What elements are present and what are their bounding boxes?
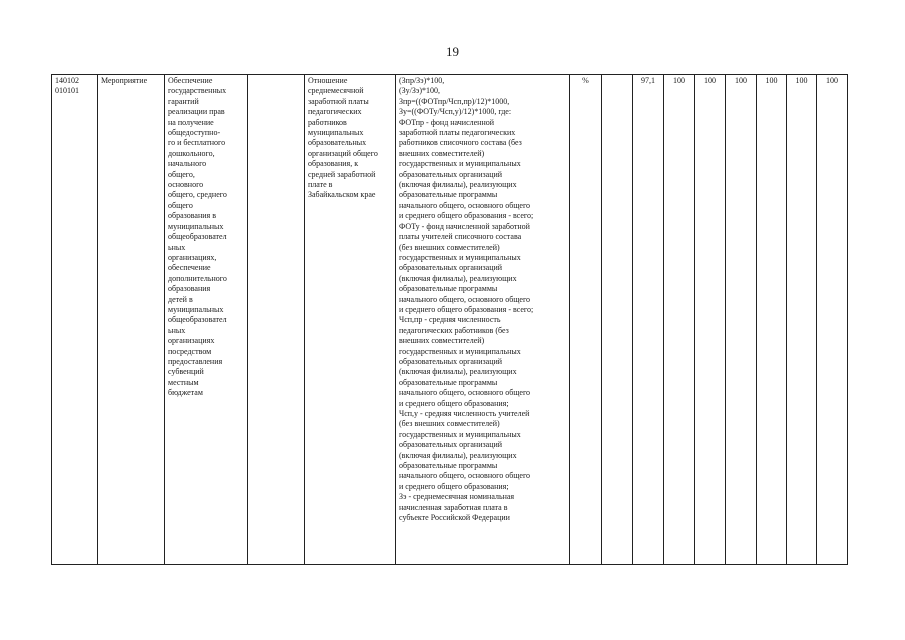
indicator-line: Забайкальском крае — [308, 190, 376, 200]
formula-line: образовательных организаций — [399, 440, 503, 450]
formula-line: и среднего общего образования - всего; — [399, 304, 534, 314]
formula-line: образовательные программы — [399, 461, 498, 471]
type-cell: Мероприятие — [98, 75, 165, 565]
indicator-line: плате в — [308, 180, 333, 190]
name-line: основного — [168, 180, 204, 190]
formula-line: (включая филиалы), реализующих — [399, 450, 517, 460]
formula-line: ФОТпр - фонд начисленной — [399, 117, 495, 127]
formula-line: образовательных организаций — [399, 263, 503, 273]
formula-line: начального общего, основного общего — [399, 200, 531, 210]
name-line: дополнительного — [168, 273, 227, 283]
name-line: дошкольного, — [168, 148, 215, 158]
unit-cell: % — [570, 75, 602, 565]
formula-line: государственных и муниципальных — [399, 159, 521, 169]
indicator-line: педагогических — [308, 107, 362, 117]
indicator-line: организаций общего — [308, 148, 378, 158]
formula-line: субъекте Российской Федерации — [399, 513, 510, 523]
name-line: гарантий — [168, 96, 199, 106]
name-line: общеобразовател — [168, 232, 227, 242]
formula-line: начального общего, основного общего — [399, 471, 531, 481]
value-cell: 100 — [664, 75, 695, 565]
code-line: 140102 — [55, 76, 79, 85]
name-line: муниципальных — [168, 221, 224, 231]
name-line: местным — [168, 377, 199, 387]
name-line: обеспечение — [168, 263, 211, 273]
formula-line: (включая филиалы), реализующих — [399, 180, 517, 190]
name-line: общедоступно- — [168, 128, 221, 138]
formula-line: работников списочного состава (без — [399, 138, 522, 148]
name-line: общего — [168, 200, 193, 210]
name-line: муниципальных — [168, 304, 224, 314]
formula-line: Чсп,у - средняя численность учителей — [399, 409, 530, 418]
indicator-line: заработной платы — [308, 96, 369, 106]
value-cell: 97,1 — [633, 75, 664, 565]
name-line: общего, — [168, 169, 195, 179]
value-cell: 100 — [757, 75, 787, 565]
value-cell: 100 — [817, 75, 848, 565]
name-line: субвенций — [168, 367, 204, 377]
formula-line: Зу=((ФОТу/Чсп,у)/12)*1000, где: — [399, 107, 512, 117]
name-line: образования — [168, 284, 211, 294]
indicator-line: муниципальных — [308, 128, 364, 138]
code-line: 010101 — [55, 86, 79, 96]
formula-line: Зэ - среднемесячная номинальная — [399, 492, 515, 502]
name-line: детей в — [168, 294, 193, 304]
formula-line: образовательных организаций — [399, 356, 503, 366]
formula-line: и среднего общего образования; — [399, 398, 509, 408]
name-line: начального — [168, 159, 207, 169]
formula-line: Чсп,пр - средняя численность — [399, 315, 501, 325]
name-cell — [165, 75, 248, 565]
name-line: посредством — [168, 346, 212, 356]
formula-line: платы учителей списочного состава — [399, 232, 522, 242]
name-line: общеобразовател — [168, 315, 227, 325]
formula-line: Зпр=((ФОТпр/Чсп,пр)/12)*1000, — [399, 96, 510, 106]
page-number: 19 — [446, 44, 459, 59]
name-line: ьных — [168, 242, 186, 252]
name-line: Обеспечение — [168, 76, 213, 85]
indicator-line: образования, к — [308, 159, 359, 169]
name-line: государственных — [168, 86, 227, 96]
formula-line: начального общего, основного общего — [399, 388, 531, 398]
formula-line: образовательных организаций — [399, 169, 503, 179]
name-line: организациях, — [168, 252, 217, 262]
formula-line: (Зпр/Зэ)*100, — [399, 76, 445, 85]
value-cell: 100 — [787, 75, 817, 565]
formula-line: педагогических работников (без — [399, 325, 509, 335]
indicator-line: образовательных — [308, 138, 367, 148]
formula-line: начального общего, основного общего — [399, 294, 531, 304]
code-cell — [52, 75, 98, 565]
indicator-cell — [305, 75, 396, 565]
name-line: на получение — [168, 117, 214, 127]
name-line: ьных — [168, 325, 186, 335]
formula-line: образовательные программы — [399, 190, 498, 200]
value-cell: 100 — [695, 75, 726, 565]
formula-cell — [396, 75, 570, 565]
empty-cell — [248, 75, 305, 565]
name-line: го и бесплатного — [168, 138, 226, 148]
indicator-line: среднемесячной — [308, 86, 364, 96]
formula-line: образовательные программы — [399, 284, 498, 294]
formula-line: и среднего общего образования - всего; — [399, 211, 534, 221]
name-line: организациях — [168, 336, 215, 346]
empty-cell — [602, 75, 633, 565]
formula-line: (Зу/Зэ)*100, — [399, 86, 440, 96]
formula-line: внешних совместителей) — [399, 336, 485, 346]
formula-line: ФОТу - фонд начисленной заработной — [399, 221, 530, 231]
name-line: предоставления — [168, 356, 223, 366]
indicator-line: средней заработной — [308, 169, 376, 179]
formula-line: (без внешних совместителей) — [399, 419, 500, 429]
formula-line: внешних совместителей) — [399, 148, 485, 158]
value-cell: 100 — [726, 75, 757, 565]
name-line: реализации прав — [168, 107, 225, 117]
indicator-table — [51, 74, 848, 565]
formula-line: государственных и муниципальных — [399, 429, 521, 439]
name-line: общего, среднего — [168, 190, 227, 200]
formula-line: заработной платы педагогических — [399, 128, 516, 138]
formula-line: и среднего общего образования; — [399, 481, 509, 491]
indicator-line: работников — [308, 117, 347, 127]
formula-line: государственных и муниципальных — [399, 252, 521, 262]
formula-line: (включая филиалы), реализующих — [399, 273, 517, 283]
formula-line: (без внешних совместителей) — [399, 242, 500, 252]
indicator-line: Отношение — [308, 76, 348, 85]
formula-line: государственных и муниципальных — [399, 346, 521, 356]
formula-line: начисленная заработная плата в — [399, 502, 508, 512]
name-line: бюджетам — [168, 388, 203, 398]
name-line: образования в — [168, 211, 216, 221]
table-row — [52, 75, 848, 565]
formula-line: (включая филиалы), реализующих — [399, 367, 517, 377]
formula-line: образовательные программы — [399, 377, 498, 387]
